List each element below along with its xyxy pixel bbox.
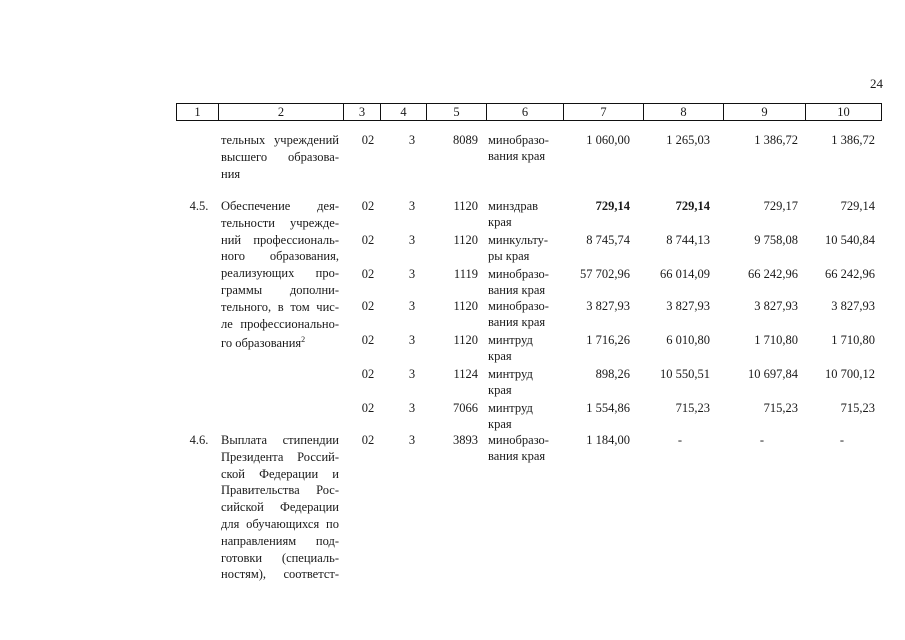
cell-col-6-line1: минобразо- <box>488 133 549 147</box>
cell-col-8: 66 014,09 <box>660 267 710 281</box>
table-row <box>176 332 882 366</box>
header-col-4: 4 <box>381 104 427 120</box>
cell-col-6-line1: минкульту- <box>488 233 549 247</box>
cell-col-10: 715,23 <box>840 401 875 415</box>
cell-col-10: 1 710,80 <box>831 333 875 347</box>
cell-col-6-line2: вания края <box>488 315 546 329</box>
cell-col-9: 729,17 <box>763 199 798 213</box>
cell-col-8: 1 265,03 <box>666 133 710 147</box>
cell-col-6-line2: вания края <box>488 283 546 297</box>
description-line: готовки (специаль- <box>221 550 339 565</box>
header-col-1: 1 <box>177 104 219 120</box>
header-col-9: 9 <box>724 104 806 120</box>
cell-col-3: 02 <box>361 401 375 415</box>
cell-col-9: 66 242,96 <box>748 267 798 281</box>
cell-col-3: 02 <box>361 233 375 247</box>
cell-col-3: 02 <box>361 367 375 381</box>
cell-col-5: 7066 <box>453 401 478 415</box>
cell-col-8: 8 744,13 <box>666 233 710 247</box>
cell-col-8: 715,23 <box>675 401 710 415</box>
cell-col-3: 02 <box>361 299 375 313</box>
description-line: сийской Федерации <box>221 500 339 515</box>
header-col-2: 2 <box>219 104 344 120</box>
cell-col-5: 1119 <box>453 267 478 281</box>
description-line: тельности учрежде- <box>221 215 339 230</box>
description-line: Выплата стипендии <box>221 433 339 447</box>
cell-col-6-line2: края <box>488 383 512 397</box>
cell-col-7: 1 554,86 <box>586 401 630 415</box>
cell-col-7: 8 745,74 <box>586 233 630 247</box>
header-col-5: 5 <box>427 104 487 120</box>
cell-col-6-line1: минобразо- <box>488 299 549 313</box>
cell-col-8: 729,14 <box>675 199 710 213</box>
cell-col-3: 02 <box>361 199 375 213</box>
table-row <box>176 432 882 466</box>
header-col-10: 10 <box>837 105 850 119</box>
cell-col-9: - <box>759 433 765 447</box>
cell-col-4: 3 <box>408 267 416 281</box>
description-line: реализующих про- <box>221 266 339 281</box>
page-number: 24 <box>870 76 883 91</box>
cell-col-9: 715,23 <box>763 401 798 415</box>
cell-col-6-line1: минобразо- <box>488 433 549 447</box>
description-line: тельного, в том чис- <box>221 299 339 314</box>
description-text: го образования <box>221 336 302 351</box>
description-line: для обучающихся по <box>221 516 339 531</box>
cell-col-9: 3 827,93 <box>754 299 798 313</box>
description-line: ле профессионально- <box>221 316 339 331</box>
item-number-4-5: 4.5. <box>189 199 209 213</box>
cell-col-9: 9 758,08 <box>754 233 798 247</box>
cell-col-5: 1120 <box>453 299 478 313</box>
cell-col-5: 1120 <box>453 199 478 213</box>
cell-col-4: 3 <box>408 133 416 147</box>
cell-col-4: 3 <box>408 401 416 415</box>
cell-col-8: 10 550,51 <box>660 367 710 381</box>
item-number-4-6: 4.6. <box>189 433 209 447</box>
cell-col-5: 1120 <box>453 333 478 347</box>
cell-col-6-line1: минобразо- <box>488 267 549 281</box>
description-line: ний профессиональ- <box>221 232 339 247</box>
description-line: тельных учреждений <box>221 133 339 147</box>
cell-col-5: 1124 <box>453 367 478 381</box>
cell-col-7: 3 827,93 <box>586 299 630 313</box>
table-row <box>176 266 882 300</box>
description-line: высшего образова- <box>221 149 339 164</box>
cell-col-10: 729,14 <box>840 199 875 213</box>
table-row <box>176 298 882 332</box>
cell-col-9: 1 710,80 <box>754 333 798 347</box>
table-header-row <box>176 103 882 121</box>
header-col-7: 7 <box>564 104 644 120</box>
cell-col-10: 1 386,72 <box>831 133 875 147</box>
cell-col-9: 10 697,84 <box>748 367 798 381</box>
table-row <box>176 366 882 400</box>
cell-col-4: 3 <box>408 299 416 313</box>
cell-col-10: 3 827,93 <box>831 299 875 313</box>
cell-col-6-line2: края <box>488 417 512 431</box>
description-line: направлениям под- <box>221 533 339 548</box>
header-col-3: 3 <box>344 104 381 120</box>
table-row <box>176 232 882 266</box>
cell-col-10: 10 700,12 <box>825 367 875 381</box>
cell-col-7: 898,26 <box>595 367 630 381</box>
description-line: Президента Россий- <box>221 449 339 464</box>
cell-col-4: 3 <box>408 233 416 247</box>
cell-col-9: 1 386,72 <box>754 133 798 147</box>
cell-col-6-line2: ры края <box>488 249 530 263</box>
cell-col-7: 1 060,00 <box>586 133 630 147</box>
cell-col-4: 3 <box>408 333 416 347</box>
cell-col-3: 02 <box>361 333 375 347</box>
description-line: ния <box>221 166 241 181</box>
description-line: Обеспечение дея- <box>221 199 339 213</box>
header-col-8: 8 <box>644 104 724 120</box>
cell-col-6-line1: минтруд <box>488 401 533 415</box>
table-row <box>176 198 882 232</box>
cell-col-4: 3 <box>408 199 416 213</box>
cell-col-3: 02 <box>361 267 375 281</box>
description-line: ской Федерации и <box>221 466 339 481</box>
cell-col-6-line2: края <box>488 349 512 363</box>
cell-col-6-line1: минтруд <box>488 367 533 381</box>
table-row <box>176 400 882 434</box>
cell-col-10: 66 242,96 <box>825 267 875 281</box>
cell-col-7: 57 702,96 <box>580 267 630 281</box>
description-line: Правительства Рос- <box>221 483 339 498</box>
description-line: ностям), соответст- <box>221 567 339 582</box>
cell-col-10: - <box>839 433 845 447</box>
cell-col-7: 729,14 <box>595 199 630 213</box>
table-row <box>176 132 882 166</box>
footnote-marker: 2 <box>301 335 306 345</box>
cell-col-5: 3893 <box>453 433 478 447</box>
cell-col-8: 6 010,80 <box>666 333 710 347</box>
cell-col-6-line1: минздрав <box>488 199 539 213</box>
cell-col-8: - <box>677 433 683 447</box>
cell-col-6-line2: края <box>488 215 512 229</box>
cell-col-5: 8089 <box>453 133 478 147</box>
cell-col-5: 1120 <box>453 233 478 247</box>
cell-col-6-line1: минтруд <box>488 333 533 347</box>
cell-col-3: 02 <box>361 433 375 447</box>
cell-col-3: 02 <box>361 133 375 147</box>
cell-col-4: 3 <box>408 433 416 447</box>
description-line: ного образования, <box>221 249 339 264</box>
cell-col-6-line2: вания края <box>488 449 546 463</box>
cell-col-7: 1 716,26 <box>586 333 630 347</box>
cell-col-4: 3 <box>408 367 416 381</box>
description-line: граммы дополни- <box>221 282 339 297</box>
cell-col-6-line2: вания края <box>488 149 546 163</box>
header-col-6: 6 <box>487 104 564 120</box>
cell-col-7: 1 184,00 <box>586 433 630 447</box>
cell-col-10: 10 540,84 <box>825 233 875 247</box>
cell-col-8: 3 827,93 <box>666 299 710 313</box>
